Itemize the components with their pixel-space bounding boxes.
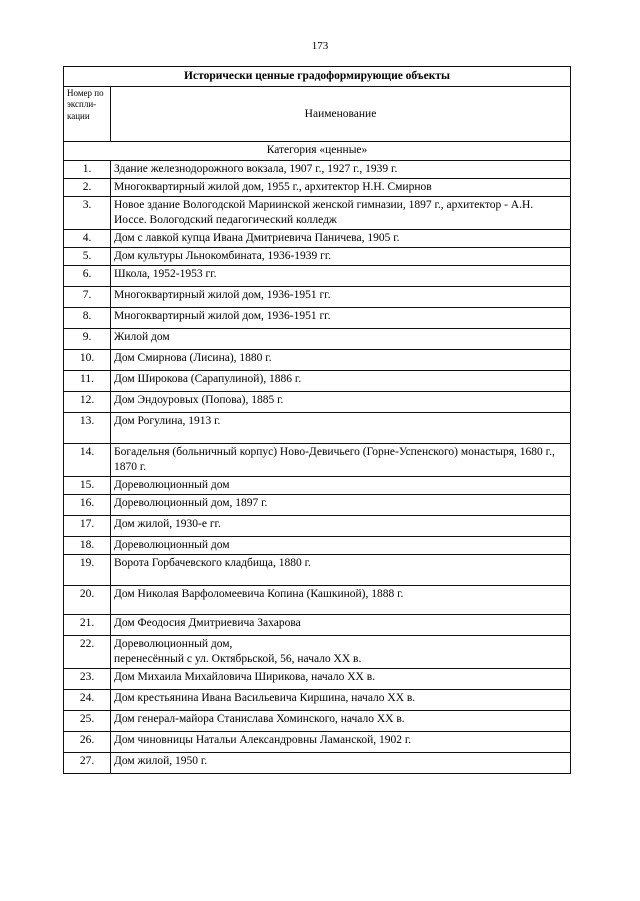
table-row [64,536,571,554]
row-number: 23. [64,668,111,689]
row-number: 14. [64,443,111,476]
row-name: Дом жилой, 1930-е гг. [111,515,571,536]
row-name: Дом Рогулина, 1913 г. [111,412,571,443]
row-name: Дореволюционный дом, перенесённый с ул. Октябрьской, 56, начало XX в. [111,635,571,668]
table-row [64,230,571,248]
row-number: 13. [64,412,111,443]
row-number: 12. [64,391,111,412]
table-row [64,412,571,443]
row-number: 15. [64,476,111,494]
table-row [64,710,571,731]
row-name: Дом жилой, 1950 г. [111,752,571,773]
row-number: 10. [64,349,111,370]
row-name: Дом с лавкой купца Ивана Дмитриевича Паничева, 1905 г. [111,230,571,248]
row-name: Дом Смирнова (Лисина), 1880 г. [111,349,571,370]
row-number: 11. [64,370,111,391]
category-row [64,142,571,161]
table-row [64,554,571,585]
row-number: 27. [64,752,111,773]
table-row [64,286,571,307]
row-name: Дореволюционный дом [111,476,571,494]
row-name: Жилой дом [111,328,571,349]
category-label: Категория «ценные» [64,142,571,161]
table-row [64,197,571,230]
table-row [64,443,571,476]
row-number: 9. [64,328,111,349]
row-number: 3. [64,197,111,230]
row-name: Дом крестьянина Ивана Васильевича Киршина, начало XX в. [111,689,571,710]
table-row [64,247,571,265]
table-row [64,515,571,536]
row-name: Дом генерал-майора Станислава Хоминского, начало XX в. [111,710,571,731]
row-name: Школа, 1952-1953 гг. [111,265,571,286]
table-row [64,752,571,773]
table-row [64,307,571,328]
table-row [64,635,571,668]
table-row [64,476,571,494]
table-title: Исторически ценные градоформирующие объекты [64,67,571,87]
row-number: 25. [64,710,111,731]
table-row [64,391,571,412]
table-row [64,179,571,197]
row-name: Здание железнодорожного вокзала, 1907 г., 1927 г., 1939 г. [111,161,571,179]
row-number: 2. [64,179,111,197]
table-row [64,265,571,286]
row-number: 8. [64,307,111,328]
row-number: 16. [64,494,111,515]
row-name: Многоквартирный жилой дом, 1955 г., архитектор Н.Н. Смирнов [111,179,571,197]
row-number: 6. [64,265,111,286]
table-row [64,370,571,391]
row-number: 26. [64,731,111,752]
row-name: Дом Николая Варфоломеевича Копина (Кашкиной), 1888 г. [111,585,571,614]
row-number: 4. [64,230,111,248]
row-name: Дом Широкова (Сарапулиной), 1886 г. [111,370,571,391]
column-header-number: Номер по экспли-кации [64,87,111,142]
row-number: 17. [64,515,111,536]
table-row [64,494,571,515]
row-number: 19. [64,554,111,585]
row-name: Дом культуры Льнокомбината, 1936-1939 гг. [111,247,571,265]
row-name: Многоквартирный жилой дом, 1936-1951 гг. [111,307,571,328]
table-row [64,585,571,614]
column-header-name: Наименование [111,87,571,142]
page-number: 173 [311,40,329,52]
row-name: Ворота Горбачевского кладбища, 1880 г. [111,554,571,585]
table-header-row [64,87,571,142]
row-name: Дореволюционный дом [111,536,571,554]
row-number: 21. [64,614,111,635]
row-name: Многоквартирный жилой дом, 1936-1951 гг. [111,286,571,307]
table-row [64,161,571,179]
heritage-objects-table [63,66,571,774]
table-row [64,689,571,710]
row-number: 7. [64,286,111,307]
row-name: Дом чиновницы Натальи Александровны Ламанской, 1902 г. [111,731,571,752]
row-number: 18. [64,536,111,554]
row-name: Новое здание Вологодской Мариинской женской гимназии, 1897 г., архитектор - А.Н. Иоссе. Вологодский педагогический колледж [111,197,571,230]
table-title-row [64,67,571,87]
row-number: 20. [64,585,111,614]
row-name: Дом Эндоуровых (Попова), 1885 г. [111,391,571,412]
row-number: 22. [64,635,111,668]
row-name: Дом Феодосия Дмитриевича Захарова [111,614,571,635]
row-number: 1. [64,161,111,179]
table-row [64,731,571,752]
row-number: 5. [64,247,111,265]
row-number: 24. [64,689,111,710]
row-name: Дом Михаила Михайловича Ширикова, начало XX в. [111,668,571,689]
row-name: Дореволюционный дом, 1897 г. [111,494,571,515]
table-row [64,349,571,370]
table-row [64,668,571,689]
table-row [64,328,571,349]
table-row [64,614,571,635]
row-name: Богадельня (больничный корпус) Ново-Девичьего (Горне-Успенского) монастыря, 1680 г., 1870 г. [111,443,571,476]
